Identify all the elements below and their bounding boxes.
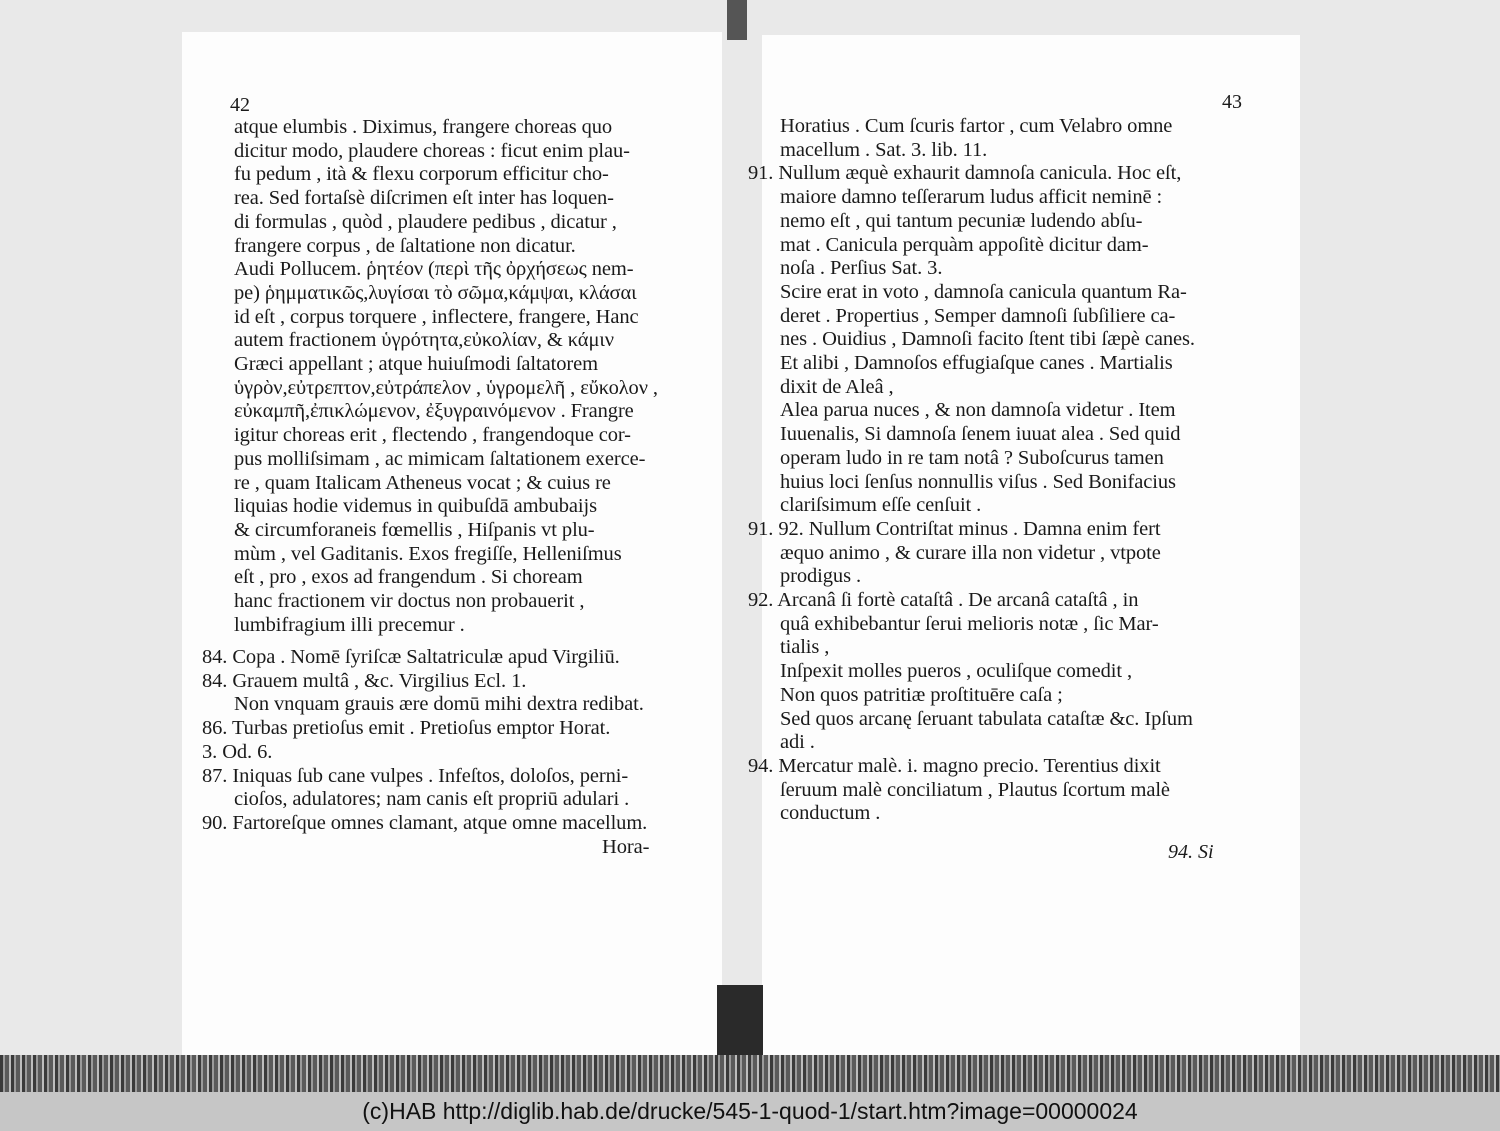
text-line: Sed quos arcanę ſeruant tabulata cataſtæ &c. Ipſum (780, 707, 1193, 730)
text-line: ὑγρὸν,εὐτρεπτον,εὐτράπελον , ὑγρομελῆ , εὔκολον , (234, 376, 658, 399)
text-line: 91. Nullum æquè exhaurit damnoſa canicula. Hoc eſt, (748, 162, 1182, 185)
text-line: ſeruum malè conciliatum , Plautus ſcortum malè (780, 778, 1170, 801)
text-line: Iuuenalis, Si damnoſa ſenem iuuat alea . Sed quid (780, 423, 1181, 446)
binding-spine-top (727, 0, 747, 40)
text-line: cioſos, adulatores; nam canis eſt propriū adulari . (234, 788, 630, 811)
text-line: deret . Propertius , Semper damnoſi ſubſiliere ca- (780, 304, 1176, 327)
text-line: Inſpexit molles pueros , oculiſque comedit , (780, 660, 1132, 683)
text-line: εὐκαμπῆ,ἐπικλώμενον, ἐξυγραινόμενον . Frangre (234, 400, 634, 423)
text-line: 90. Fartoreſque omnes clamant, atque omne macellum. (202, 811, 648, 834)
text-line: atque elumbis . Diximus, frangere choreas quo (234, 116, 613, 138)
text-line: 91. 92. Nullum Contriſtat minus . Damna enim fert (748, 517, 1161, 540)
text-line: id eſt , corpus torquere , inflectere, frangere, Hanc (234, 305, 639, 328)
text-line: dixit de Aleâ , (780, 375, 894, 398)
text-line: 92. Arcanâ ſi fortè cataſtâ . De arcanâ cataſtâ , in (748, 589, 1139, 612)
footer-bar (0, 1092, 1500, 1131)
text-line: & circumforaneis fœmellis , Hiſpanis vt plu- (234, 518, 595, 541)
text-line: nemo eſt , qui tantum pecuniæ ludendo abſu- (780, 209, 1143, 232)
text-line: re , quam Italicam Atheneus vocat ; & cuius re (234, 471, 611, 494)
text-line: Et alibi , Damnoſos effugiaſque canes . Martialis (780, 352, 1173, 375)
text-line: autem fractionem ὑγρότητα,εὐκολίαν, & κάμιν (234, 329, 614, 352)
text-line: fu pedum , ità & flexu corporum efficitur cho- (234, 163, 609, 186)
text-line: 94. Mercatur malè. i. magno precio. Terentius dixit (748, 754, 1161, 777)
text-line: Horatius . Cum ſcuris fartor , cum Velabro omne (780, 115, 1173, 137)
text-line: mùm , vel Gaditanis. Exos fregiſſe, Helleniſmus (234, 542, 622, 565)
right-page (748, 35, 1300, 1058)
text-line: Hora- (602, 835, 650, 858)
right-page-body (748, 115, 1195, 826)
text-line: Alea parua nuces , & non damnoſa videtur . Item (780, 399, 1176, 422)
text-line: rea. Sed fortaſsè diſcrimen eſt inter has loquen- (234, 187, 614, 210)
text-line: noſa . Perſius Sat. 3. (780, 257, 943, 280)
text-line: huius loci ſenſus nonnullis viſus . Sed Bonifacius (780, 470, 1176, 493)
text-line: 86. Turbas pretioſus emit . Pretioſus emptor Horat. (202, 717, 611, 740)
text-line: macellum . Sat. 3. lib. 11. (780, 138, 988, 161)
text-line: adi . (780, 731, 815, 754)
text-line: maiore damno teſſerarum ludus afficit neminē : (780, 186, 1163, 209)
text-line: hanc fractionem vir doctus non probauerit , (234, 590, 585, 613)
left-page (182, 32, 722, 1062)
text-line: liquias hodie videmus in quibuſdā ambubaijs (234, 495, 597, 518)
text-line: conductum . (780, 802, 881, 825)
text-line: 84. Grauem multâ , &c. Virgilius Ecl. 1. (202, 669, 527, 692)
text-line: frangere corpus , de ſaltatione non dicatur. (234, 234, 576, 257)
text-line: quâ exhibebantur ſerui melioris notæ , ſic Mar- (780, 612, 1159, 635)
text-line: Scire erat in voto , damnoſa canicula quantum Ra- (780, 280, 1187, 303)
scan-edge-noise (0, 1055, 1500, 1092)
text-line: nes . Ouidius , Damnoſi facito ſtent tibi ſæpè canes. (780, 328, 1195, 351)
text-line: eſt , pro , exos ad frangendum . Si choream (234, 566, 583, 589)
text-line: pe) ῥημματικῶς,λυγίσαι τὸ σῶμα,κάμψαι, κλάσαι (234, 281, 637, 304)
left-page-number: 42 (230, 94, 250, 116)
catchword: 94. Si (1168, 841, 1214, 863)
text-line: pus molliſsimam , ac mimicam ſaltationem exerce- (234, 447, 646, 470)
text-line: Græci appellant ; atque huiuſmodi ſaltatorem (234, 353, 598, 376)
text-line: igitur choreas erit , flectendo , frangendoque cor- (234, 424, 631, 447)
left-page-body (234, 116, 658, 637)
right-page-number: 43 (1222, 91, 1242, 113)
text-line: 84. Copa . Nomē ſyriſcæ Saltatriculæ apud Virgiliū. (202, 646, 620, 668)
text-line: lumbifragium illi precemur . (234, 613, 465, 636)
text-line: di formulas , quòd , plaudere pedibus , dicatur , (234, 210, 617, 233)
text-line: Non quos patritiæ proſtituēre caſa ; (780, 683, 1063, 706)
text-line: 3. Od. 6. (202, 740, 273, 763)
left-page-notes (202, 646, 649, 859)
text-line: tialis , (780, 636, 830, 659)
text-line: Non vnquam grauis ære domū mihi dextra redibat. (234, 693, 644, 716)
copyright-url: (c)HAB http://diglib.hab.de/drucke/545-1-quod-1/start.htm?image=00000024 (362, 1098, 1138, 1124)
text-line: operam ludo in re tam notâ ? Suboſcurus tamen (780, 446, 1164, 469)
text-line: mat . Canicula perquàm appoſitè dicitur dam- (780, 233, 1149, 256)
text-line: Audi Pollucem. ῥητέον (περὶ τῆς ὀρχήσεως nem- (234, 258, 634, 281)
text-line: 87. Iniquas ſub cane vulpes . Infeſtos, doloſos, perni- (202, 764, 629, 787)
text-line: clariſsimum eſſe cenſuit . (780, 494, 982, 517)
text-line: dicitur modo, plaudere choreas : ficut enim plau- (234, 139, 630, 162)
text-line: prodigus . (780, 565, 862, 588)
text-line: æquo animo , & curare illa non videtur , vtpote (780, 541, 1161, 564)
